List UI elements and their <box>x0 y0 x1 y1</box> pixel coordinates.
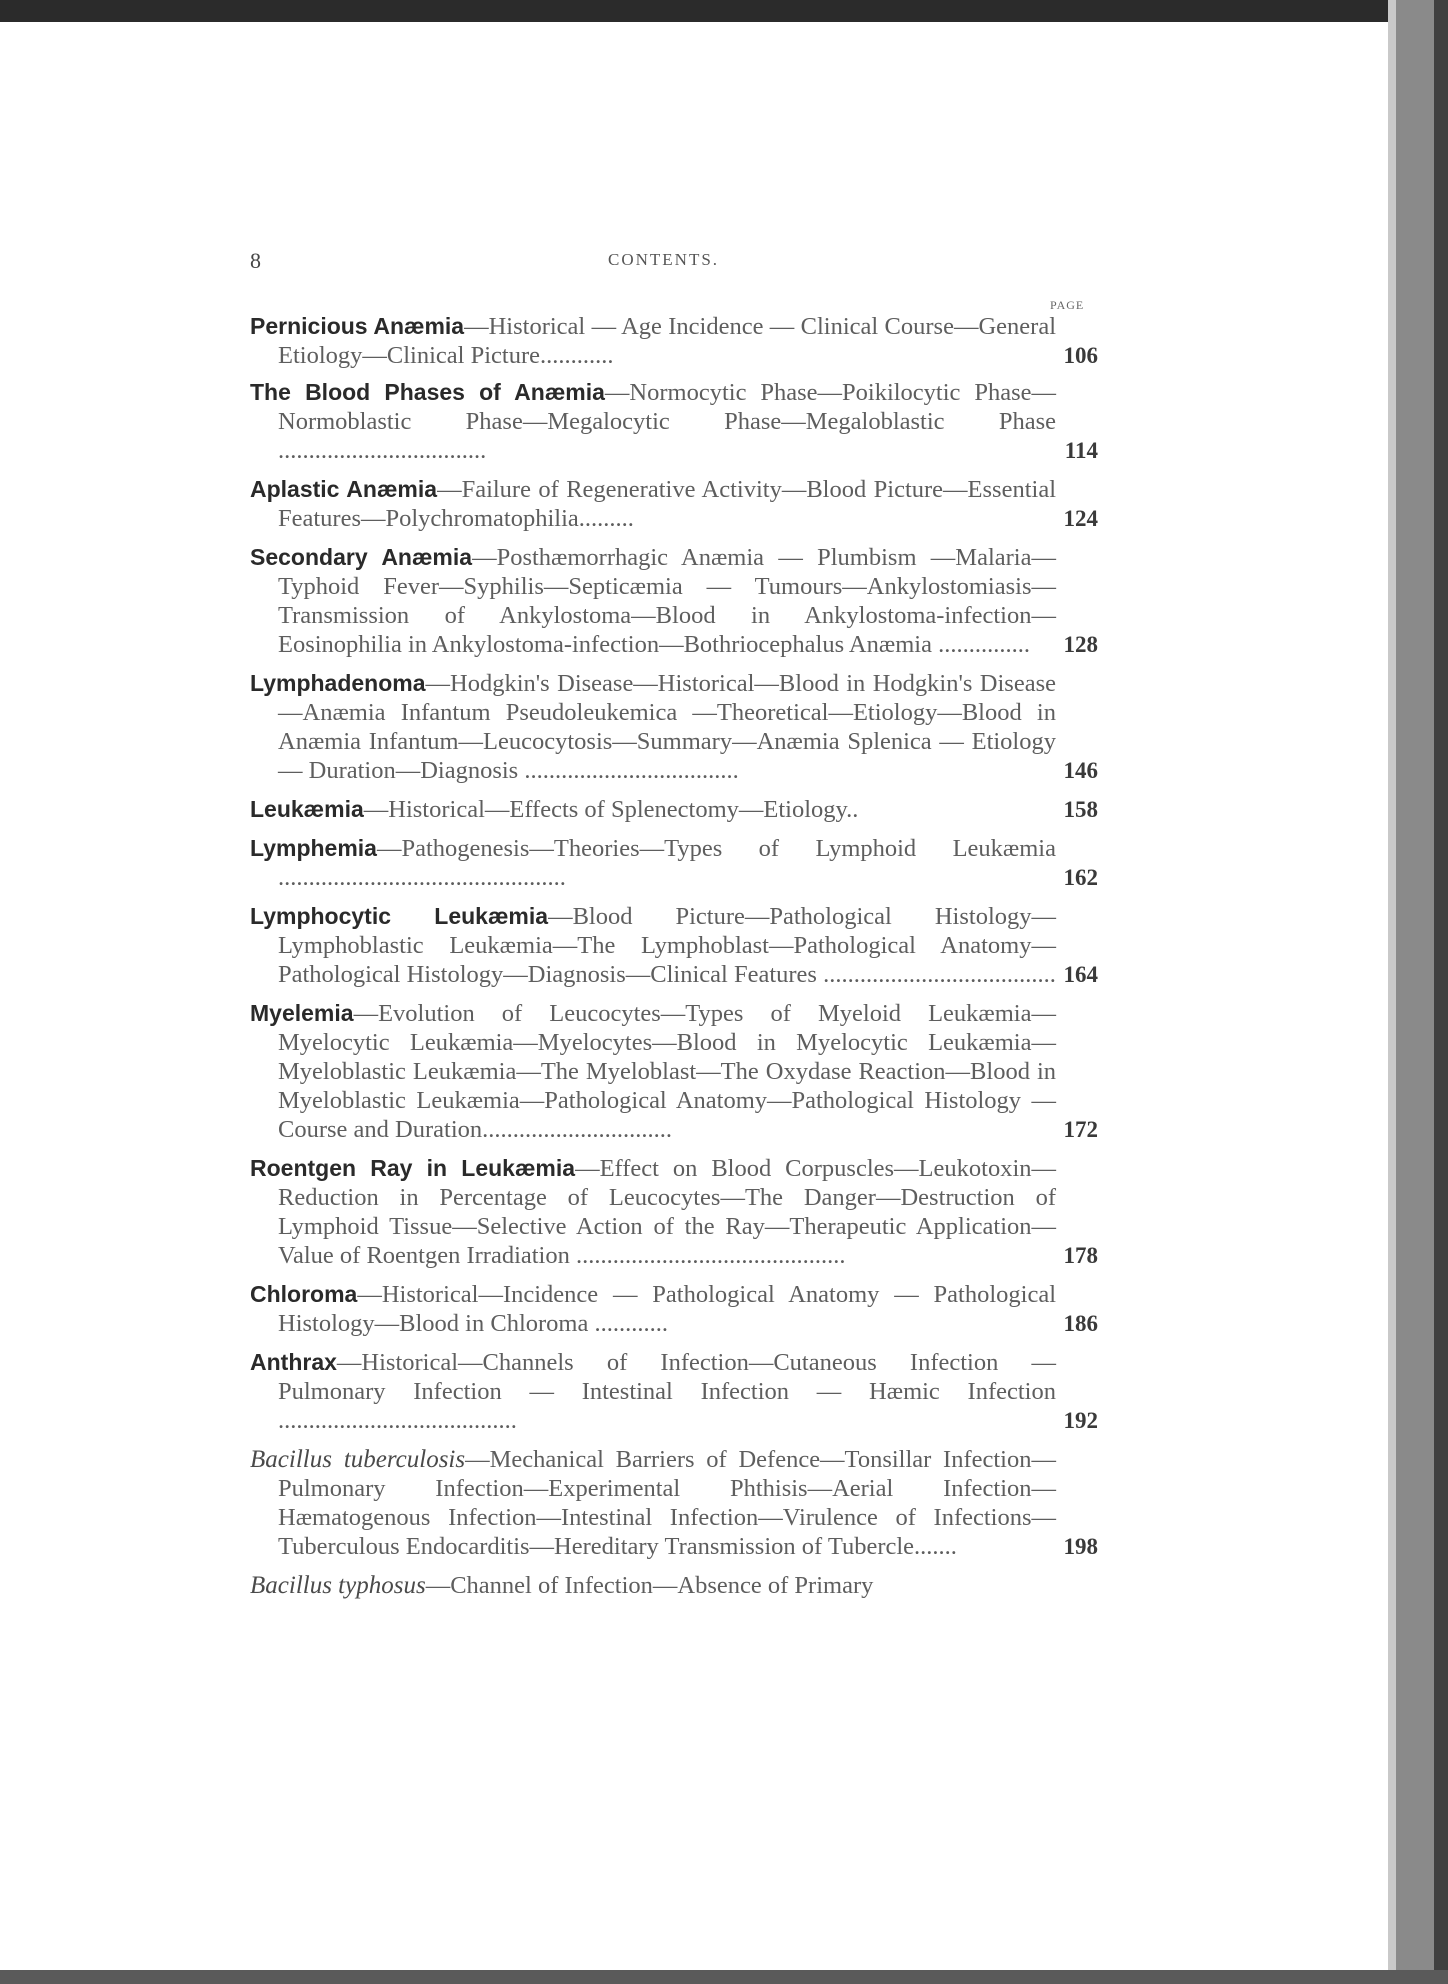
toc-entry-title: Lymphadenoma <box>250 670 426 696</box>
toc-entry-title: Chloroma <box>250 1281 358 1307</box>
toc-entry-title: Myelemia <box>250 1000 354 1026</box>
toc-entry-text <box>250 1445 1056 1561</box>
toc-entry-title: Roentgen Ray in Leukæmia <box>250 1155 576 1181</box>
toc-entry-title: Bacillus typhosus <box>250 1572 426 1599</box>
toc-entry-text <box>250 378 1056 465</box>
toc-entry-title: Pernicious Anæmia <box>250 313 465 339</box>
toc-entry-page: 106 <box>1063 343 1098 368</box>
toc-entry-page: 114 <box>1064 438 1098 463</box>
toc-entry-description: —Historical—Incidence — Pathological Anatomy — Pathological Histology—Blood in Chloroma ............ <box>278 1281 1056 1337</box>
toc-entry <box>250 1280 1098 1338</box>
toc-entry-title: Aplastic Anæmia <box>250 476 438 502</box>
page-column-heading: PAGE <box>1050 298 1085 312</box>
toc-entry-page: 124 <box>1063 506 1098 531</box>
toc-entry <box>250 999 1098 1144</box>
toc-entry-description: —Posthæmorrhagic Anæmia — Plumbism —Malaria—Typhoid Fever—Syphilis—Septicæmia — Tumours—Ankylostomiasis—Transmission of Ankylostoma—Blood in Ankylostoma-infection—Eosinophilia in Ankylostoma-infection—Bothriocephalus Anæmia ............... <box>278 544 1056 658</box>
toc-entry-text <box>250 1571 1056 1600</box>
toc-entry-title: Lymphocytic Leukæmia <box>250 903 549 929</box>
toc-entry-page: 172 <box>1063 1117 1098 1142</box>
toc-entry <box>250 902 1098 989</box>
toc-entry-title: Lymphemia <box>250 835 377 861</box>
toc-entry-title: Secondary Anæmia <box>250 544 473 570</box>
toc-entry-text <box>250 1154 1056 1270</box>
scan-page-edge-shadow <box>1388 0 1396 1984</box>
toc-entry-page: 164 <box>1063 962 1098 987</box>
toc-entry <box>250 669 1098 785</box>
toc-entry-page: 162 <box>1063 865 1098 890</box>
toc-entry-description: —Historical—Channels of Infection—Cutaneous Infection — Pulmonary Infection — Intestinal Infection — Hæmic Infection ....................................... <box>278 1349 1056 1434</box>
scan-right-edge-dark <box>1434 0 1448 1984</box>
toc-entry-text <box>250 834 1056 892</box>
toc-entry-page: 146 <box>1063 758 1098 783</box>
toc-entry <box>250 312 1098 370</box>
table-of-contents <box>250 312 1098 1610</box>
toc-entry-description: —Pathogenesis—Theories—Types of Lymphoid Leukæmia ............................................... <box>278 835 1056 891</box>
toc-entry-description: —Channel of Infection—Absence of Primary <box>425 1572 874 1599</box>
toc-entry-description: —Normocytic Phase—Poikilocytic Phase—Normoblastic Phase—Megalocytic Phase—Megaloblastic Phase .................................. <box>278 379 1056 464</box>
toc-entry-description: —Effect on Blood Corpuscles—Leukotoxin—Reduction in Percentage of Leucocytes—The Danger—Destruction of Lymphoid Tissue—Selective Action of the Ray—Therapeutic Application—Value of Roentgen Irradiation ............................................ <box>278 1155 1056 1269</box>
toc-entry-title: Leukæmia <box>250 796 364 822</box>
toc-entry <box>250 1445 1098 1561</box>
toc-entry-description: —Evolution of Leucocytes—Types of Myeloid Leukæmia—Myelocytic Leukæmia—Myelocytes—Blood in Myelocytic Leukæmia—Myeloblastic Leukæmia—The Myeloblast—The Oxydase Reaction—Blood in Myeloblastic Leukæmia—Pathological Anatomy—Pathological Histology —Course and Duration............................... <box>278 1000 1056 1143</box>
toc-entry-description: —Mechanical Barriers of Defence—Tonsillar Infection—Pulmonary Infection—Experimental Phthisis—Aerial Infection—Hæmatogenous Infection—Intestinal Infection—Virulence of Infections—Tuberculous Endocarditis—Hereditary Transmission of Tubercle....... <box>278 1446 1056 1560</box>
toc-entry-title: Bacillus tuberculosis <box>250 1446 466 1473</box>
scan-top-edge <box>0 0 1448 22</box>
toc-entry-text <box>250 902 1056 989</box>
toc-entry-description: —Blood Picture—Pathological Histology—Lymphoblastic Leukæmia—The Lymphoblast—Pathological Anatomy—Pathological Histology—Diagnosis—Clinical Features ...................................... <box>278 903 1057 988</box>
running-head: CONTENTS. <box>608 250 720 269</box>
toc-entry-text <box>250 1280 1056 1338</box>
toc-entry-page: 178 <box>1063 1243 1098 1268</box>
toc-entry-page: 128 <box>1063 632 1098 657</box>
scan-bottom-edge <box>0 1970 1448 1984</box>
toc-entry-page: 158 <box>1063 797 1098 822</box>
toc-entry-description: —Historical — Age Incidence — Clinical Course—General Etiology—Clinical Picture............ <box>278 313 1056 369</box>
toc-entry-text <box>250 543 1056 659</box>
toc-entry <box>250 543 1098 659</box>
toc-entry-text <box>250 312 1056 370</box>
toc-entry-text <box>250 1348 1056 1435</box>
toc-entry-text <box>250 795 1056 824</box>
toc-entry <box>250 1154 1098 1270</box>
toc-entry <box>250 475 1098 533</box>
toc-entry-description: —Hodgkin's Disease—Historical—Blood in Hodgkin's Disease—Anæmia Infantum Pseudoleukemica —Theoretical—Etiology—Blood in Anæmia Infantum—Leucocytosis—Summary—Anæmia Splenica — Etiology — Duration—Diagnosis ................................... <box>278 670 1056 784</box>
toc-entry-text <box>250 475 1056 533</box>
toc-entry <box>250 378 1098 465</box>
toc-entry-text <box>250 999 1056 1144</box>
toc-entry-page: 198 <box>1063 1534 1098 1559</box>
toc-entry <box>250 1348 1098 1435</box>
toc-entry-page: 192 <box>1063 1408 1098 1433</box>
toc-entry <box>250 834 1098 892</box>
toc-entry <box>250 1571 1098 1600</box>
page-number: 8 <box>250 248 261 273</box>
toc-entry-title: Anthrax <box>250 1349 337 1375</box>
toc-entry-description: —Historical—Effects of Splenectomy—Etiology.. <box>363 796 859 823</box>
toc-entry <box>250 795 1098 824</box>
toc-entry-page: 186 <box>1063 1311 1098 1336</box>
toc-entry-title: The Blood Phases of Anæmia <box>250 379 605 405</box>
toc-entry-description: —Failure of Regenerative Activity—Blood Picture—Essential Features—Polychromatophilia......... <box>278 476 1056 532</box>
toc-entry-text <box>250 669 1056 785</box>
